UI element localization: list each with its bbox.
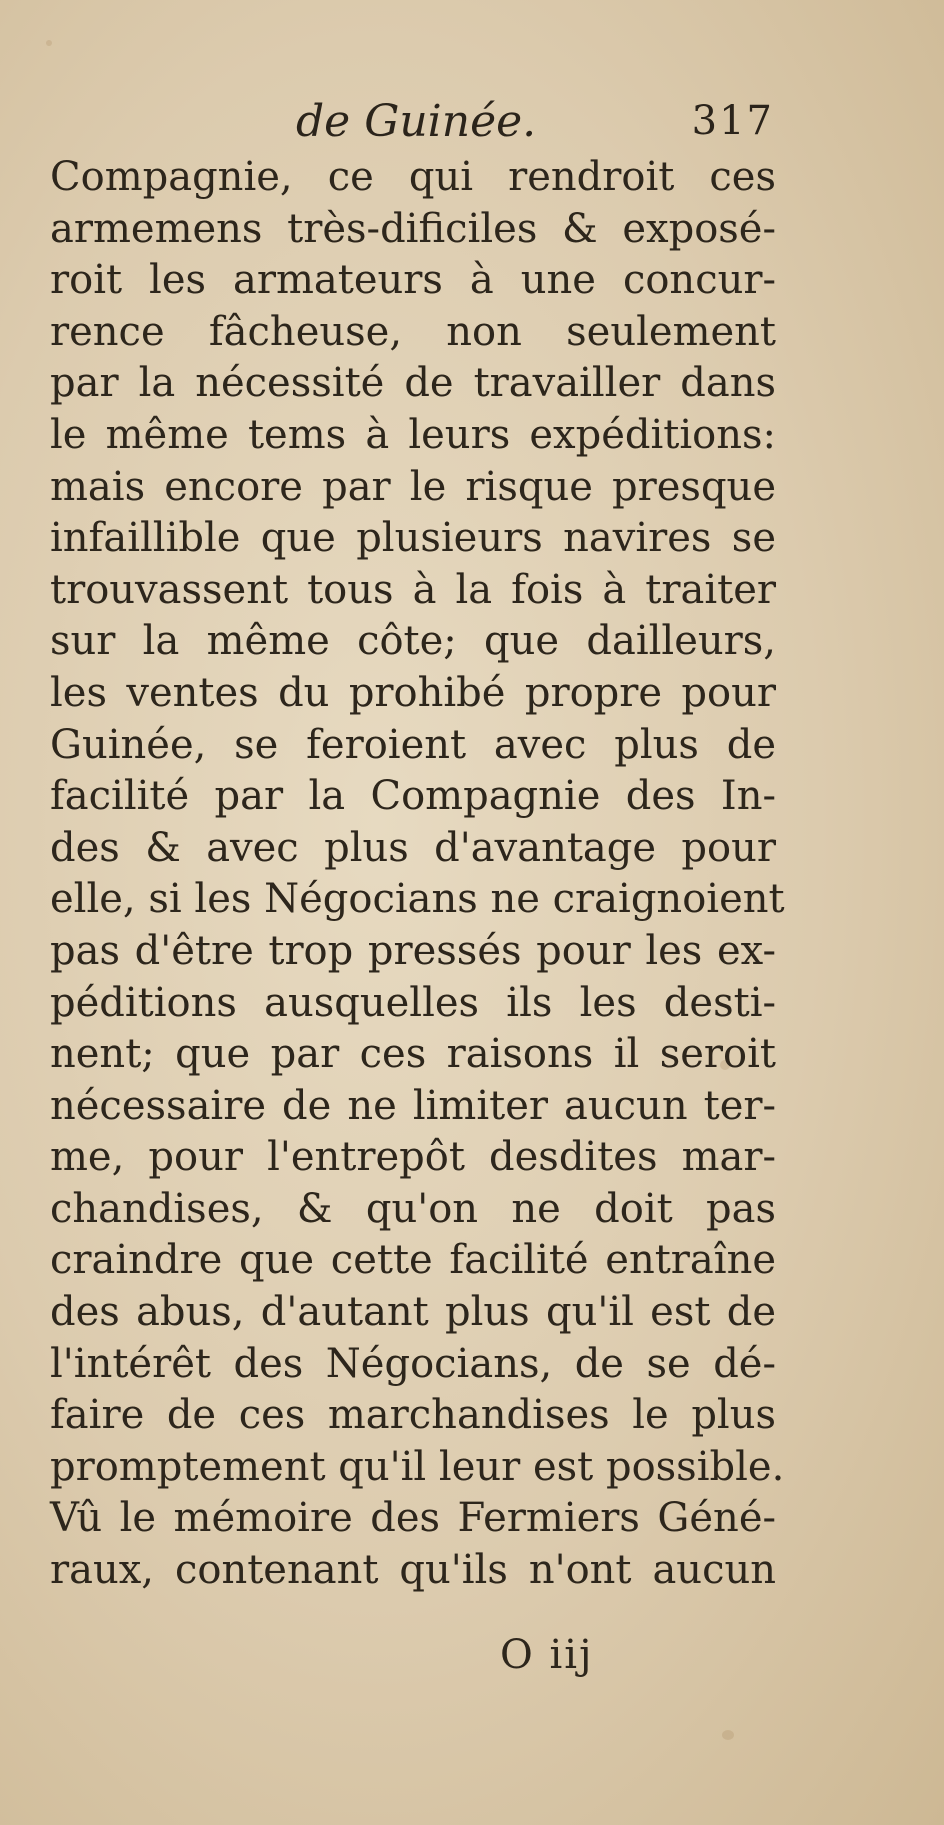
text-line: craindre que cette facilité entraîne bbox=[50, 1237, 776, 1284]
text-line: armemens très-dificiles & exposé- bbox=[50, 205, 776, 252]
text-line: Compagnie, ce qui rendroit ces bbox=[50, 154, 776, 200]
text-line: par la nécessité de travailler dans bbox=[50, 360, 776, 407]
text-line: facilité par la Compagnie des In- bbox=[50, 773, 776, 820]
text-line: Guinée, se feroient avec plus de bbox=[50, 721, 776, 768]
text-line: sur la même côte; que dailleurs, bbox=[50, 618, 776, 665]
text-line: elle, si les Négocians ne craignoient bbox=[50, 876, 785, 923]
paper-stain bbox=[722, 1730, 734, 1740]
text-line: Vû le mémoire des Fermiers Géné- bbox=[50, 1495, 776, 1542]
body-text bbox=[50, 152, 785, 1597]
text-line: trouvassent tous à la fois à traiter bbox=[50, 566, 776, 613]
text-line: péditions ausquelles ils les desti- bbox=[50, 979, 776, 1026]
text-line: chandises, & qu'on ne doit pas bbox=[50, 1185, 776, 1232]
text-line: le même tems à leurs expéditions: bbox=[50, 411, 776, 458]
text-line: nent; que par ces raisons il seroit bbox=[50, 1031, 776, 1078]
running-title: de Guinée. bbox=[296, 96, 537, 147]
text-line: des abus, d'autant plus qu'il est de bbox=[50, 1289, 776, 1336]
text-line: mais encore par le risque presque bbox=[50, 463, 776, 510]
text-line: l'intérêt des Négocians, de se dé- bbox=[50, 1340, 776, 1387]
text-line: les ventes du prohibé propre pour bbox=[50, 669, 776, 716]
text-line: me, pour l'entrepôt desdites mar- bbox=[50, 1134, 776, 1181]
text-line: raux, contenant qu'ils n'ont aucun bbox=[50, 1547, 776, 1594]
page-number: 317 bbox=[691, 98, 774, 144]
text-line: faire de ces marchandises le plus bbox=[50, 1392, 776, 1439]
text-line: pas d'être trop pressés pour les ex- bbox=[50, 927, 776, 974]
signature-mark: O iij bbox=[500, 1632, 594, 1678]
paper-stain bbox=[46, 40, 52, 46]
text-line: des & avec plus d'avantage pour bbox=[50, 824, 776, 871]
running-header bbox=[290, 96, 780, 146]
text-line: promptement qu'il leur est possible. bbox=[50, 1443, 785, 1490]
text-line: roit les armateurs à une concur- bbox=[50, 257, 776, 304]
text-line: rence fâcheuse, non seulement bbox=[50, 308, 776, 355]
text-line: nécessaire de ne limiter aucun ter- bbox=[50, 1082, 776, 1129]
text-line: infaillible que plusieurs navires se bbox=[50, 515, 776, 562]
